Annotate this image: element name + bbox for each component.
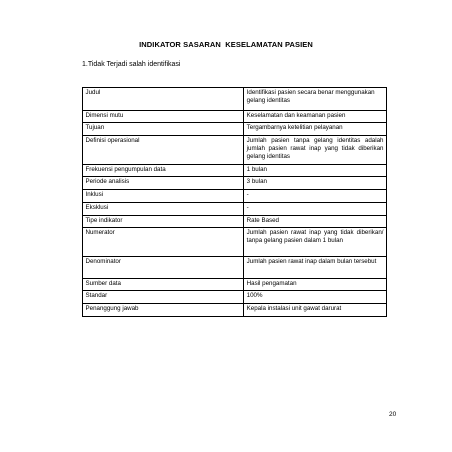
row-label: Numerator [83, 228, 244, 257]
row-label: Periode analisis [83, 177, 244, 190]
page-title: INDIKATOR SASARAN KESELAMATAN PASIEN [139, 40, 313, 49]
row-label: Frekuensi pengumpulan data [83, 165, 244, 177]
section-heading: 1.Tidak Terjadi salah identifikasi [82, 61, 181, 68]
row-label: Penanggung jawab [83, 304, 244, 317]
table-row-tipe-indikator [83, 216, 387, 228]
row-label: Definisi operasional [83, 136, 244, 165]
row-label: Eksklusi [83, 203, 244, 216]
table-row-numerator [83, 228, 387, 257]
row-value: Jumlah pasien tanpa gelang identitas adalah jumlah pasien rawat inap yang tidak diberikan gelang identitas [244, 136, 387, 165]
table-row-periode-analisis [83, 177, 387, 190]
row-label: Denominator [83, 257, 244, 279]
row-value: 100% [244, 291, 387, 304]
table-row-inklusi [83, 190, 387, 203]
row-value: 1 bulan [244, 165, 387, 177]
row-label: Dimensi mutu [83, 111, 244, 123]
row-value: 3 bulan [244, 177, 387, 190]
row-value: - [244, 203, 387, 216]
row-value: Rate Based [244, 216, 387, 228]
table-row-tujuan [83, 123, 387, 136]
table-row-dimensi-mutu [83, 111, 387, 123]
row-value: Hasil pengamatan [244, 279, 387, 291]
row-value: Identifikasi pasien secara benar menggunakan gelang identitas [244, 88, 387, 111]
row-label: Standar [83, 291, 244, 304]
row-value: Jumlah pasien rawat inap dalam bulan tersebut [244, 257, 387, 279]
indicator-table [82, 87, 387, 317]
row-label: Tipe indikator [83, 216, 244, 228]
table-row-denominator [83, 257, 387, 279]
row-label: Tujuan [83, 123, 244, 136]
row-label: Judul [83, 88, 244, 111]
row-label: Sumber data [83, 279, 244, 291]
table-row-eksklusi [83, 203, 387, 216]
row-value: - [244, 190, 387, 203]
row-value: Keselamatan dan keamanan pasien [244, 111, 387, 123]
row-value: Tergambarnya ketelitian pelayanan [244, 123, 387, 136]
table-row-judul [83, 88, 387, 111]
table-row-sumber-data [83, 279, 387, 291]
table-row-frekuensi [83, 165, 387, 177]
row-value: Jumlah pasien rawat inap yang tidak diberikan/ tanpa gelang pasien dalam 1 bulan [244, 228, 387, 257]
table-row-definisi-operasional [83, 136, 387, 165]
table-row-standar [83, 291, 387, 304]
page-number: 20 [389, 411, 397, 418]
row-label: Inklusi [83, 190, 244, 203]
table-row-penanggung-jawab [83, 304, 387, 317]
row-value: Kepala instalasi unit gawat darurat [244, 304, 387, 317]
